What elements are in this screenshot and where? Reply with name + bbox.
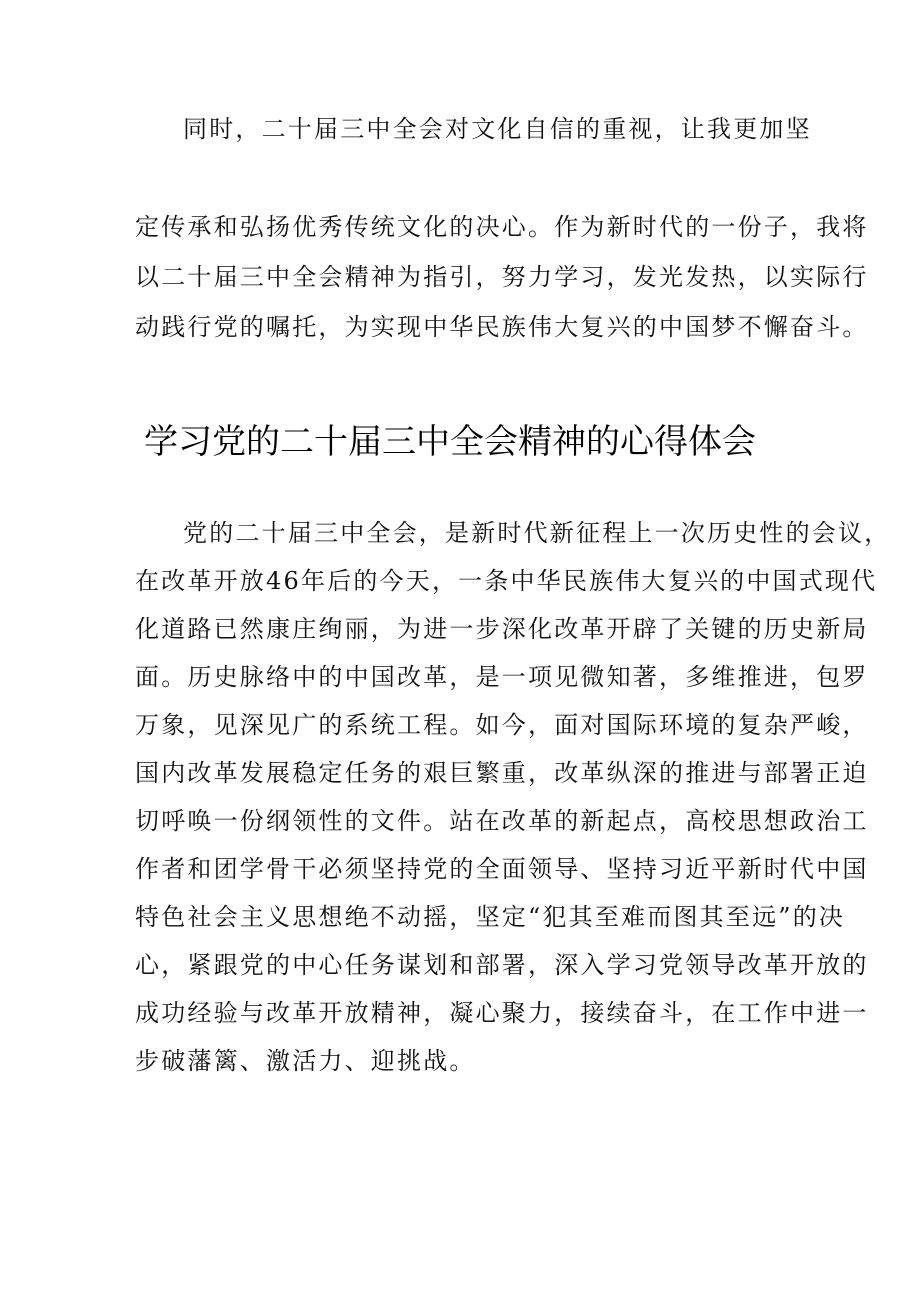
- paragraph-line: 面。历史脉络中的中国改革，是一项见微知著，多维推进，包罗: [135, 663, 869, 691]
- paragraph-line: 特色社会主义思想绝不动摇，坚定“犯其至难而图其至远”的决: [135, 903, 846, 931]
- paragraph-line: 化道路已然康庄绚丽，为进一步深化改革开辟了关键的历史新局: [135, 615, 869, 643]
- paragraph-line: 国内改革发展稳定任务的艰巨繁重，改革纵深的推进与部署正迫: [135, 759, 869, 787]
- paragraph-line: 作者和团学骨干必须坚持党的全面领导、坚持习近平新时代中国: [135, 855, 869, 883]
- paragraph-line: 党的二十届三中全会，是新时代新征程上一次历史性的会议，: [183, 519, 891, 547]
- article-title: 学习党的二十届三中全会精神的心得体会: [144, 422, 756, 462]
- paragraph-line: 切呼唤一份纲领性的文件。站在改革的新起点，高校思想政治工: [135, 807, 869, 835]
- paragraph-line: 同时，二十届三中全会对文化自信的重视，让我更加坚: [183, 115, 812, 143]
- paragraph-line: 万象，见深见广的系统工程。如今，面对国际环境的复杂严峻，: [135, 711, 869, 739]
- paragraph-line: 以二十届三中全会精神为指引，努力学习，发光发热，以实际行: [135, 263, 869, 291]
- paragraph-line: 步破藩篱、激活力、迎挑战。: [135, 1047, 476, 1075]
- paragraph-line: 成功经验与改革开放精神，凝心聚力，接续奋斗，在工作中进一: [135, 999, 869, 1027]
- paragraph-line: 在改革开放46年后的今天，一条中华民族伟大复兴的中国式现代: [135, 567, 878, 595]
- paragraph-line: 动践行党的嘱托，为实现中华民族伟大复兴的中国梦不懈奋斗。: [135, 313, 869, 341]
- paragraph-line: 心，紧跟党的中心任务谋划和部署，深入学习党领导改革开放的: [135, 951, 869, 979]
- paragraph-line: 定传承和弘扬优秀传统文化的决心。作为新时代的一份子，我将: [135, 213, 869, 241]
